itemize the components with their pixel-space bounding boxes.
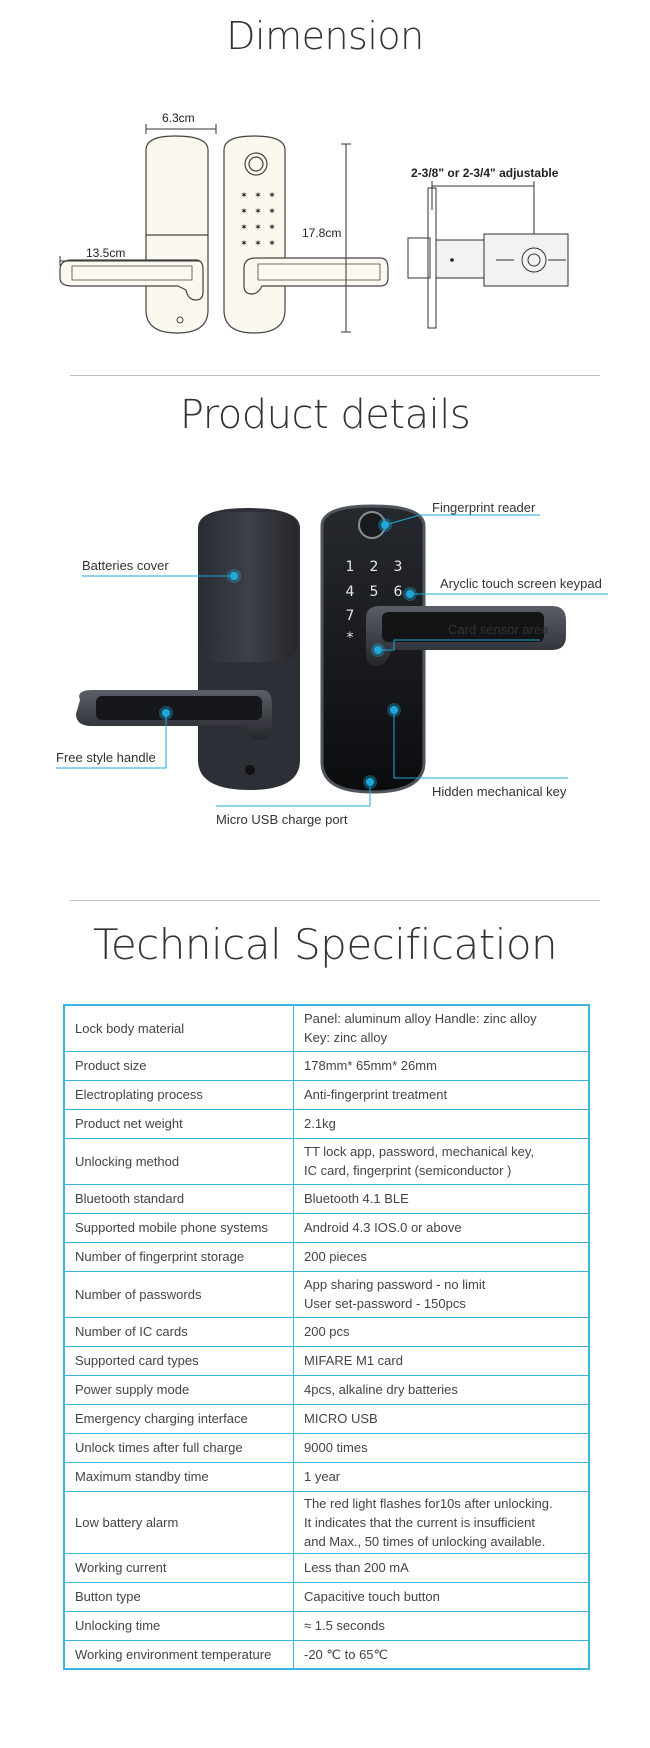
spec-key: Button type	[64, 1582, 294, 1611]
spec-value-cell	[294, 1051, 590, 1080]
callout-hidden-key: Hidden mechanical key	[432, 784, 567, 799]
spec-row	[64, 1491, 589, 1553]
spec-value: 9000 times	[304, 1440, 368, 1455]
spec-value: Less than 200 mA	[304, 1560, 409, 1575]
spec-row	[64, 1640, 589, 1669]
spec-row	[64, 1109, 589, 1138]
spec-key: Working environment temperature	[64, 1640, 294, 1669]
callout-usb-port: Micro USB charge port	[216, 812, 348, 827]
keypad-key: 4	[345, 584, 355, 600]
keypad-key: 7	[345, 608, 355, 624]
battery-cover	[200, 512, 298, 662]
keypad-key: 1	[345, 559, 355, 575]
spec-value: The red light flashes for10s after unlocking. It indicates that the current is insufficient and Max., 50 times of unlocking available.	[304, 1495, 553, 1549]
spec-title: Technical Specification	[92, 920, 558, 969]
spec-row	[64, 1184, 589, 1213]
adjustable-label: 2-3/8" or 2-3/4" adjustable	[411, 166, 559, 180]
callout-card-sensor: Card sensor area	[448, 622, 549, 637]
spec-value-cell	[294, 1080, 590, 1109]
spec-row	[64, 1375, 589, 1404]
spec-key: Bluetooth standard	[64, 1184, 294, 1213]
spec-row	[64, 1404, 589, 1433]
svg-text:✶: ✶	[268, 191, 276, 201]
spec-value: 200 pieces	[304, 1249, 367, 1264]
spec-key: Low battery alarm	[64, 1491, 294, 1553]
spec-value-cell	[294, 1005, 590, 1051]
divider-2	[70, 900, 600, 901]
spec-value-cell	[294, 1317, 590, 1346]
spec-value-cell	[294, 1640, 590, 1669]
spec-key: Product size	[64, 1051, 294, 1080]
spec-value-cell	[294, 1553, 590, 1582]
svg-text:✶: ✶	[254, 191, 262, 201]
spec-value: Bluetooth 4.1 BLE	[304, 1191, 409, 1206]
spec-value-cell	[294, 1346, 590, 1375]
svg-text:✶: ✶	[268, 239, 276, 249]
spec-value-cell	[294, 1404, 590, 1433]
height-label: 17.8cm	[302, 226, 342, 240]
spec-row	[64, 1138, 589, 1184]
spec-row	[64, 1346, 589, 1375]
spec-value-cell	[294, 1462, 590, 1491]
width-label: 6.3cm	[162, 111, 195, 125]
divider-1	[70, 375, 600, 376]
svg-text:✶: ✶	[240, 207, 248, 217]
spec-row	[64, 1271, 589, 1317]
svg-text:✶: ✶	[268, 207, 276, 217]
spec-value: Panel: aluminum alloy Handle: zinc alloy Key: zinc alloy	[304, 1011, 537, 1046]
spec-value: App sharing password - no limit User set-password - 150pcs	[304, 1277, 486, 1311]
keypad-key: 3	[393, 559, 403, 575]
spec-value: 200 pcs	[304, 1324, 350, 1339]
spec-row	[64, 1433, 589, 1462]
spec-key: Product net weight	[64, 1109, 294, 1138]
spec-value-cell	[294, 1138, 590, 1184]
spec-key: Working current	[64, 1553, 294, 1582]
keypad-key: *	[346, 630, 354, 646]
spec-row	[64, 1080, 589, 1109]
spec-value-cell	[294, 1213, 590, 1242]
spec-value-cell	[294, 1109, 590, 1138]
keypad-key: 6	[393, 584, 403, 600]
spec-value-cell	[294, 1375, 590, 1404]
dimension-title: Dimension	[226, 14, 424, 58]
spec-value: 1 year	[304, 1469, 341, 1484]
callout-touch-keypad: Aryclic touch screen keypad	[440, 576, 602, 591]
latch-drawing	[408, 181, 568, 328]
spec-value-cell	[294, 1271, 590, 1317]
spec-key: Number of IC cards	[64, 1317, 294, 1346]
spec-table	[63, 1004, 590, 1670]
spec-row	[64, 1005, 589, 1051]
callout-fingerprint-reader: Fingerprint reader	[432, 500, 536, 515]
spec-key: Unlocking time	[64, 1611, 294, 1640]
spec-row	[64, 1317, 589, 1346]
spec-value: MICRO USB	[304, 1411, 378, 1426]
spec-value-cell	[294, 1491, 590, 1553]
spec-key: Maximum standby time	[64, 1462, 294, 1491]
spec-value: Anti-fingerprint treatment	[304, 1087, 448, 1102]
product-details-title: Product details	[179, 392, 471, 438]
spec-key: Supported card types	[64, 1346, 294, 1375]
spec-value: 4pcs, alkaline dry batteries	[304, 1382, 458, 1397]
spec-row	[64, 1242, 589, 1271]
svg-text:✶: ✶	[240, 191, 248, 201]
keypad-key: 2	[369, 559, 379, 575]
spec-key: Emergency charging interface	[64, 1404, 294, 1433]
spec-value-cell	[294, 1582, 590, 1611]
spec-value: 178mm* 65mm* 26mm	[304, 1058, 437, 1073]
spec-row	[64, 1582, 589, 1611]
spec-row	[64, 1611, 589, 1640]
spec-value-cell	[294, 1433, 590, 1462]
spec-value: TT lock app, password, mechanical key, IC card, fingerprint (semiconductor )	[304, 1144, 535, 1178]
spec-value: Capacitive touch button	[304, 1589, 440, 1604]
spec-key: Unlock times after full charge	[64, 1433, 294, 1462]
callout-batteries-cover: Batteries cover	[82, 558, 169, 573]
spec-key: Supported mobile phone systems	[64, 1213, 294, 1242]
spec-value: -20 ℃ to 65℃	[304, 1646, 389, 1662]
spec-row	[64, 1213, 589, 1242]
svg-text:✶: ✶	[254, 223, 262, 233]
spec-value-cell	[294, 1184, 590, 1213]
svg-text:✶: ✶	[254, 207, 262, 217]
spec-value-cell	[294, 1242, 590, 1271]
product-photo	[0, 500, 650, 845]
spec-value: Android 4.3 IOS.0 or above	[304, 1220, 462, 1235]
keypad-key: 5	[369, 584, 379, 600]
spec-key: Lock body material	[64, 1005, 294, 1051]
spec-key: Number of fingerprint storage	[64, 1242, 294, 1271]
spec-row	[64, 1553, 589, 1582]
spec-key: Number of passwords	[64, 1271, 294, 1317]
spec-row	[64, 1462, 589, 1491]
svg-text:✶: ✶	[240, 223, 248, 233]
spec-value: 2.1kg	[304, 1116, 336, 1131]
handle-length-label: 13.5cm	[86, 246, 126, 260]
spec-key: Unlocking method	[64, 1138, 294, 1184]
spec-key: Power supply mode	[64, 1375, 294, 1404]
spec-value-cell	[294, 1611, 590, 1640]
svg-text:✶: ✶	[268, 223, 276, 233]
spec-value: ≈ 1.5 seconds	[304, 1618, 385, 1633]
dimension-drawing	[0, 100, 650, 350]
spec-value: MIFARE M1 card	[304, 1353, 403, 1368]
callout-free-style-handle: Free style handle	[56, 750, 156, 765]
svg-text:✶: ✶	[240, 239, 248, 249]
svg-text:✶: ✶	[254, 239, 262, 249]
spec-key: Electroplating process	[64, 1080, 294, 1109]
spec-row	[64, 1051, 589, 1080]
